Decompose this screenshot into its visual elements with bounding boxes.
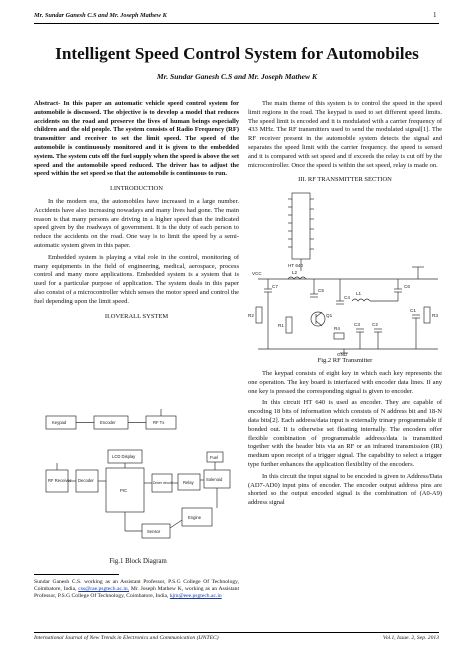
footnote-text-2: Mr. Joseph Mathew K, working as an Assistant Professor, P.S.G College Of Technology, Coimbatore, India,: [34, 586, 239, 600]
ic-label: HT 640: [288, 263, 303, 269]
c7-label: C7: [272, 284, 278, 290]
figure-2-caption: Fig.2 RF Transmitter: [317, 357, 373, 365]
lcd-label: LCD Display: [112, 454, 136, 459]
resistor-r4: [334, 333, 344, 339]
pic-label: PIC: [120, 488, 127, 493]
engine-label: Engine: [188, 515, 202, 520]
footnote-text-1: Sundar Ganesh C.S. working as an Assistant Professor, P.S.G College Of Technology, Coimbatore, India,: [34, 579, 239, 593]
journal-volume: Vol.1, Issue. 2, Sep. 2013: [382, 635, 439, 641]
decoder-label: Decoder: [78, 478, 94, 483]
author-2-email-link[interactable]: kjm@eee.psgtech.ac.in: [169, 593, 222, 600]
gnd-label: GND: [337, 352, 348, 358]
rf-receiver-label: RF Receiver: [48, 478, 72, 483]
intro-paragraph-1: In the modern era, the automobiles have increased in a large number. Accidents have also increasing nowadays and many lives had gone. The main reason is that many persons are driving in a higher speed than the indicated speed given by the roadways of government. It is the duty of each person to reduce the accidents on the road. One way is to limit the speed by a semi-automatic system given in this paper.: [34, 197, 239, 249]
right-column: [248, 100, 442, 508]
section-heading-introduction: I.INTRODUCTION: [110, 185, 163, 193]
figure-1-caption: Fig.1 Block Diagram: [109, 558, 167, 565]
block-diagram-figure: [42, 408, 234, 554]
paper-title: Intelligent Speed Control System for Automobiles: [55, 44, 419, 63]
system-description-paragraph: The main theme of this system is to control the speed in the speed limit regions in the road. The keypad is used to set different speed limits. The speed limit is encoded and it is modulated with a carrier frequency of 433 MHz. The RF transmitters used to send the modulated signal[1]. The RF receiver present in the automobile system detects the signal and separates the speed limit with the carrier frequency. the speed is sensed and it is compared with set speed and if exceeds the relay is cut off by the microcontroller. Once the speed is within the set speed, relay is made on.: [248, 100, 442, 169]
r3-label: R3: [432, 313, 438, 319]
l2-label: L2: [292, 270, 298, 276]
footer-rule: [34, 632, 439, 633]
encoder-paragraph: In this circuit HT 640 is used as encoder. They are capable of encoding 18 bits of information which consists of N address bit and 18-N data bits[2]. Each address/data input is externally trinary programmable if bonded out. It is otherwise set floating internally. The encoders offer flexible combination of programmable address/data is transmitted together with the header bits via an RF or an infrared transmission (IR) medium upon receipt of a trigger signal. The capability to select a trigger type further enhances the application flexibility of the encoders.: [248, 399, 442, 468]
rf-tx-label: RF Tx: [153, 420, 165, 425]
keypad-label: Keypad: [52, 420, 67, 425]
vcc-label: VCC: [252, 271, 262, 277]
r1-label: R1: [278, 323, 284, 329]
resistor-r3: [424, 307, 430, 323]
keypad-paragraph: The keypad consists of eight key in which each key represents the one operation. The key board is interfaced with encoder data lines. If any one key is pressed the corresponding signal is given to encoder.: [248, 369, 442, 395]
running-header-authors: Mr. Sundar Ganesh C.S and Mr. Joseph Mathew K: [34, 12, 167, 19]
section-heading-rf-transmitter: III. RF TRANSMITTER SECTION: [298, 176, 392, 184]
c4-label: C4: [344, 295, 350, 301]
solenoid-label: Solenoid: [206, 477, 223, 482]
paper-authors: Mr. Sundar Ganesh C.S and Mr. Joseph Mathew K: [156, 72, 318, 81]
figure-2-area: [248, 189, 442, 357]
c3-label: C3: [354, 322, 360, 328]
resistor-r2: [256, 307, 262, 323]
r2-label: R2: [248, 313, 254, 319]
input-signal-paragraph: In this circuit the input signal to be encoded is given to Address/Data (AD7-AD0) input pins of encoder. The encoder output address pins are shorted so the output encoded signal is the combination of (A0-A9) address signal: [248, 472, 442, 507]
resistor-r1: [286, 317, 292, 333]
header-rule: [34, 23, 439, 24]
footnote-rule: [34, 574, 119, 575]
c6-label: C6: [404, 284, 410, 290]
section-heading-overall-system: II.OVERALL SYSTEM: [104, 312, 169, 320]
relay-label: Relay: [183, 480, 194, 485]
c5-label: C5: [318, 288, 324, 294]
driver-label: Driver circuit: [153, 481, 172, 485]
intro-paragraph-2: Embedded system is playing a vital role in the control, monitoring of many equipments in the field of engineering, medical, aerospace, process control and many more applications. Embedded system is a system that is used for a particular purpose of application. The system deals in this paper also consist of a microcontroller which senses the motor speed and control the fuel depending upon the limit speed.: [34, 253, 239, 305]
c1-label: C1: [410, 308, 416, 314]
abstract: Abstract- In this paper an automatic vehicle speed control system for automobile is discussed. The objective is to develop a model that reduces accidents on the road and preserve the lives of human beings especially children and the old people. The system consists of Radio Frequency (RF) transmitter and receiver to set the limit speed. The speed of the automobile is continuously monitored and it is given to the embedded system. The system cuts off the fuel supply when the speed is above the set speed and the automobile speed reduced. The driver has to adjust the speed within the set speed so that the automobile is continuous to run.: [34, 100, 239, 178]
left-column: [34, 100, 239, 325]
block-diagram-svg: [42, 408, 234, 554]
rf-transmitter-circuit: [248, 189, 442, 357]
page-number: 1: [433, 11, 437, 19]
encoder-label: Encoder: [100, 420, 116, 425]
q1-label: Q1: [326, 313, 333, 319]
r4-label: R4: [334, 326, 340, 332]
l1-label: L1: [356, 291, 362, 297]
sensor-label: Sensor: [147, 529, 161, 534]
fuel-label: Fuel: [210, 455, 219, 460]
c2-label: C2: [372, 322, 378, 328]
journal-name: International Journal of New Trends in Electronics and Communication (IJNTEC): [34, 635, 219, 641]
ht640-chip: [292, 193, 310, 259]
author-footnote: [34, 579, 239, 601]
author-1-email-link[interactable]: css@rae.psgtech.ac.in,: [78, 586, 130, 593]
